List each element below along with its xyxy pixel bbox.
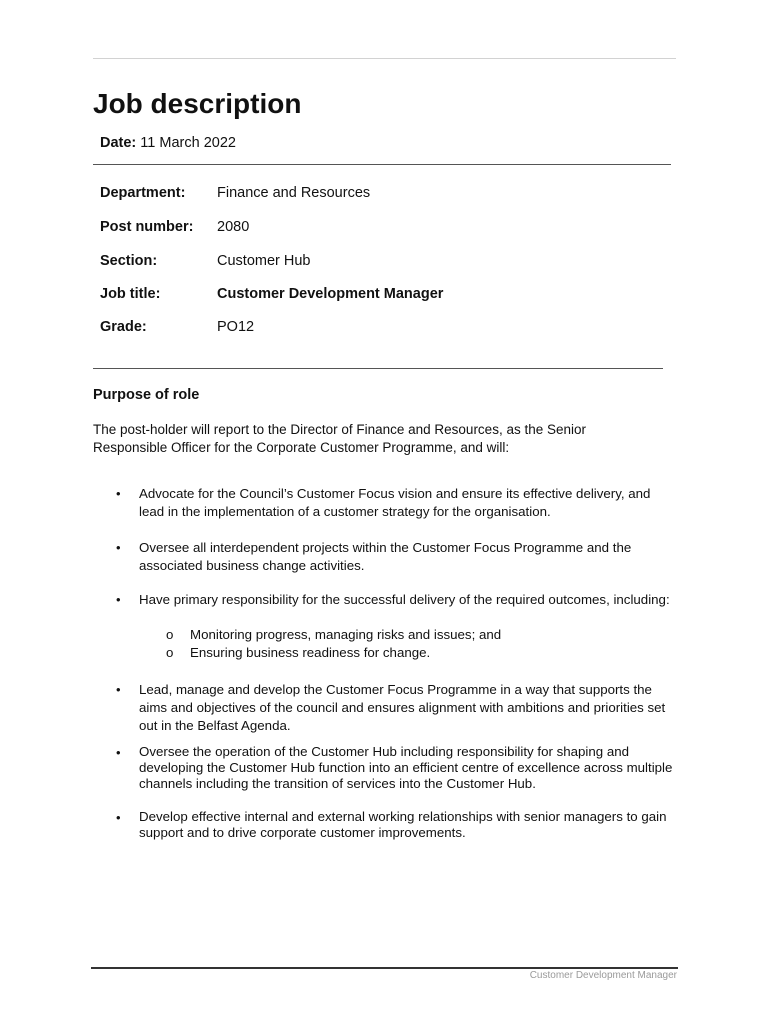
field-label: Department: <box>100 185 186 201</box>
field-value: Customer Development Manager <box>217 286 444 302</box>
divider-top <box>93 164 671 165</box>
field-label: Grade: <box>100 319 147 335</box>
footer-divider <box>91 967 678 969</box>
field-value: Customer Hub <box>217 253 311 269</box>
list-item-text: Oversee all interdependent projects within the Customer Focus Programme and the associated business change activities. <box>139 540 632 573</box>
header-divider <box>93 58 676 59</box>
divider-bottom <box>93 368 663 369</box>
list-item-text: Oversee the operation of the Customer Hub including responsibility for shaping and developing the Customer Hub function into an efficient centre of excellence across multiple channels including the transition of services into the Customer Hub. <box>139 744 673 791</box>
field-label: Job title: <box>100 286 161 302</box>
bullet-icon: • <box>116 810 121 825</box>
field-value: PO12 <box>217 319 255 335</box>
bullet-icon: • <box>116 682 121 697</box>
date-line <box>100 134 236 152</box>
field-label: Post number: <box>100 219 194 235</box>
field-label: Section: <box>100 253 158 269</box>
sub-bullet-icon: o <box>166 627 174 642</box>
bullet-icon: • <box>116 745 121 760</box>
intro-paragraph: The post-holder will report to the Director of Finance and Resources, as the Senior Responsible Officer for the Corporate Customer Programme, and will: <box>93 422 586 455</box>
page-title: Job description <box>93 88 302 119</box>
bullet-icon: • <box>116 592 121 607</box>
sub-bullet-icon: o <box>166 645 174 660</box>
sub-list-item-text: Monitoring progress, managing risks and issues; and <box>190 627 502 642</box>
bullet-icon: • <box>116 540 121 555</box>
list-item-text: Have primary responsibility for the successful delivery of the required outcomes, including: <box>139 592 670 607</box>
bullet-icon: • <box>116 486 121 501</box>
date-label: Date: <box>100 135 137 151</box>
footer-text: Customer Development Manager <box>529 970 677 981</box>
list-item-text: Advocate for the Council’s Customer Focus vision and ensure its effective delivery, and lead in the implementation of a customer strategy for the organisation. <box>139 486 651 519</box>
field-value: Finance and Resources <box>217 185 371 201</box>
section-heading: Purpose of role <box>93 387 200 403</box>
date-value: 11 March 2022 <box>140 135 236 151</box>
field-value: 2080 <box>217 219 250 235</box>
sub-list-item-text: Ensuring business readiness for change. <box>190 645 431 660</box>
list-item-text: Lead, manage and develop the Customer Focus Programme in a way that supports the aims and objectives of the council and ensures alignment with ambitions and priorities set out in the Belfast Agenda. <box>139 682 666 733</box>
list-item-text: Develop effective internal and external working relationships with senior managers to gain support and to drive corporate customer improvements. <box>139 809 667 840</box>
